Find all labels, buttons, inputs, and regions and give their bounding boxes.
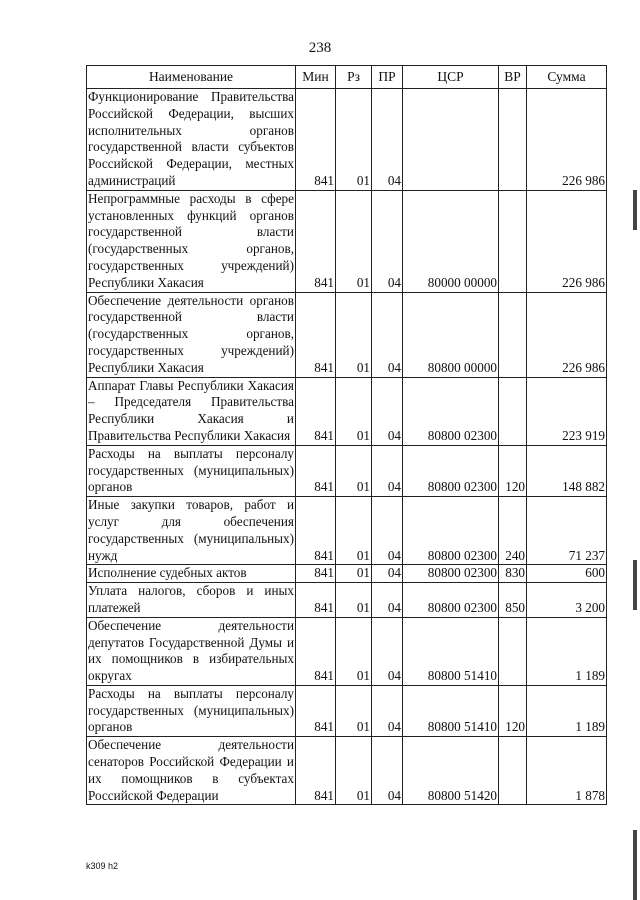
table-row: [87, 565, 607, 583]
cell-min: 841: [296, 292, 336, 377]
table-body: [87, 89, 607, 805]
cell-csr: 80800 02300: [403, 497, 499, 565]
cell-sum: 71 237: [527, 497, 607, 565]
cell-sum: 226 986: [527, 89, 607, 191]
table-row: [87, 89, 607, 191]
cell-rz: 01: [336, 565, 372, 583]
cell-rz: 01: [336, 445, 372, 496]
header-rz: Рз: [336, 66, 372, 89]
cell-sum: 223 919: [527, 377, 607, 445]
cell-min: 841: [296, 377, 336, 445]
cell-min: 841: [296, 89, 336, 191]
cell-csr: 80800 00000: [403, 292, 499, 377]
table-row: [87, 583, 607, 618]
cell-rz: 01: [336, 497, 372, 565]
cell-vr: 830: [499, 565, 527, 583]
cell-vr: [499, 737, 527, 805]
cell-pr: 04: [372, 445, 403, 496]
header-sum: Сумма: [527, 66, 607, 89]
cell-name: Обеспечение деятельности органов государственной власти (государственных органов, государственных учреждений) Республики Хакасия: [87, 292, 296, 377]
cell-csr: 80800 02300: [403, 565, 499, 583]
table-header-row: [87, 66, 607, 89]
table-row: [87, 737, 607, 805]
cell-rz: 01: [336, 377, 372, 445]
header-name: Наименование: [87, 66, 296, 89]
header-min: Мин: [296, 66, 336, 89]
cell-rz: 01: [336, 737, 372, 805]
cell-sum: 3 200: [527, 583, 607, 618]
cell-vr: 850: [499, 583, 527, 618]
cell-pr: 04: [372, 565, 403, 583]
cell-sum: 1 189: [527, 685, 607, 736]
cell-csr: 80800 51410: [403, 685, 499, 736]
header-pr: ПР: [372, 66, 403, 89]
cell-csr: 80800 02300: [403, 445, 499, 496]
cell-name: Функционирование Правительства Российской Федерации, высших исполнительных органов государственной власти субъектов Российской Федерации, местных администраций: [87, 89, 296, 191]
cell-rz: 01: [336, 685, 372, 736]
cell-csr: 80800 51420: [403, 737, 499, 805]
cell-rz: 01: [336, 89, 372, 191]
cell-sum: 148 882: [527, 445, 607, 496]
cell-vr: [499, 617, 527, 685]
cell-min: 841: [296, 497, 336, 565]
table-row: [87, 445, 607, 496]
table-row: [87, 685, 607, 736]
cell-name: Непрограммные расходы в сфере установленных функций органов государственной власти (государственных органов, государственных учреждений) Республики Хакасия: [87, 190, 296, 292]
cell-vr: 120: [499, 685, 527, 736]
scan-edge-mark: [633, 830, 637, 900]
cell-pr: 04: [372, 737, 403, 805]
table-row: [87, 617, 607, 685]
cell-csr: 80800 51410: [403, 617, 499, 685]
cell-sum: 1 878: [527, 737, 607, 805]
cell-csr: 80800 02300: [403, 583, 499, 618]
cell-min: 841: [296, 583, 336, 618]
cell-name: Расходы на выплаты персоналу государственных (муниципальных) органов: [87, 445, 296, 496]
cell-sum: 1 189: [527, 617, 607, 685]
cell-vr: [499, 377, 527, 445]
cell-name: Аппарат Главы Республики Хакасия – Председателя Правительства Республики Хакасия и Правительства Республики Хакасия: [87, 377, 296, 445]
cell-vr: [499, 89, 527, 191]
cell-vr: [499, 190, 527, 292]
cell-min: 841: [296, 190, 336, 292]
cell-pr: 04: [372, 190, 403, 292]
cell-pr: 04: [372, 292, 403, 377]
cell-name: Расходы на выплаты персоналу государственных (муниципальных) органов: [87, 685, 296, 736]
table-row: [87, 377, 607, 445]
cell-pr: 04: [372, 377, 403, 445]
cell-vr: 240: [499, 497, 527, 565]
cell-vr: [499, 292, 527, 377]
cell-min: 841: [296, 685, 336, 736]
cell-min: 841: [296, 737, 336, 805]
cell-sum: 600: [527, 565, 607, 583]
page-number: 238: [308, 40, 332, 56]
scan-edge-mark: [633, 190, 637, 230]
cell-csr: 80800 02300: [403, 377, 499, 445]
cell-csr: 80000 00000: [403, 190, 499, 292]
cell-pr: 04: [372, 685, 403, 736]
cell-min: 841: [296, 617, 336, 685]
cell-min: 841: [296, 445, 336, 496]
cell-pr: 04: [372, 89, 403, 191]
cell-vr: 120: [499, 445, 527, 496]
table-row: [87, 292, 607, 377]
cell-rz: 01: [336, 583, 372, 618]
cell-name: Уплата налогов, сборов и иных платежей: [87, 583, 296, 618]
footer-code: k309 h2: [86, 861, 119, 871]
cell-min: 841: [296, 565, 336, 583]
cell-name: Обеспечение деятельности депутатов Государственной Думы и их помощников в избирательных округах: [87, 617, 296, 685]
cell-rz: 01: [336, 617, 372, 685]
cell-rz: 01: [336, 190, 372, 292]
table-row: [87, 497, 607, 565]
budget-table: [86, 65, 607, 805]
cell-sum: 226 986: [527, 190, 607, 292]
header-csr: ЦСР: [403, 66, 499, 89]
table-row: [87, 190, 607, 292]
cell-name: Исполнение судебных актов: [87, 565, 296, 583]
header-vr: ВР: [499, 66, 527, 89]
cell-csr: [403, 89, 499, 191]
scan-edge-mark: [633, 560, 637, 610]
cell-name: Обеспечение деятельности сенаторов Российской Федерации и их помощников в субъектах Российской Федерации: [87, 737, 296, 805]
cell-sum: 226 986: [527, 292, 607, 377]
cell-pr: 04: [372, 497, 403, 565]
cell-pr: 04: [372, 583, 403, 618]
cell-name: Иные закупки товаров, работ и услуг для обеспечения государственных (муниципальных) нужд: [87, 497, 296, 565]
cell-rz: 01: [336, 292, 372, 377]
cell-pr: 04: [372, 617, 403, 685]
